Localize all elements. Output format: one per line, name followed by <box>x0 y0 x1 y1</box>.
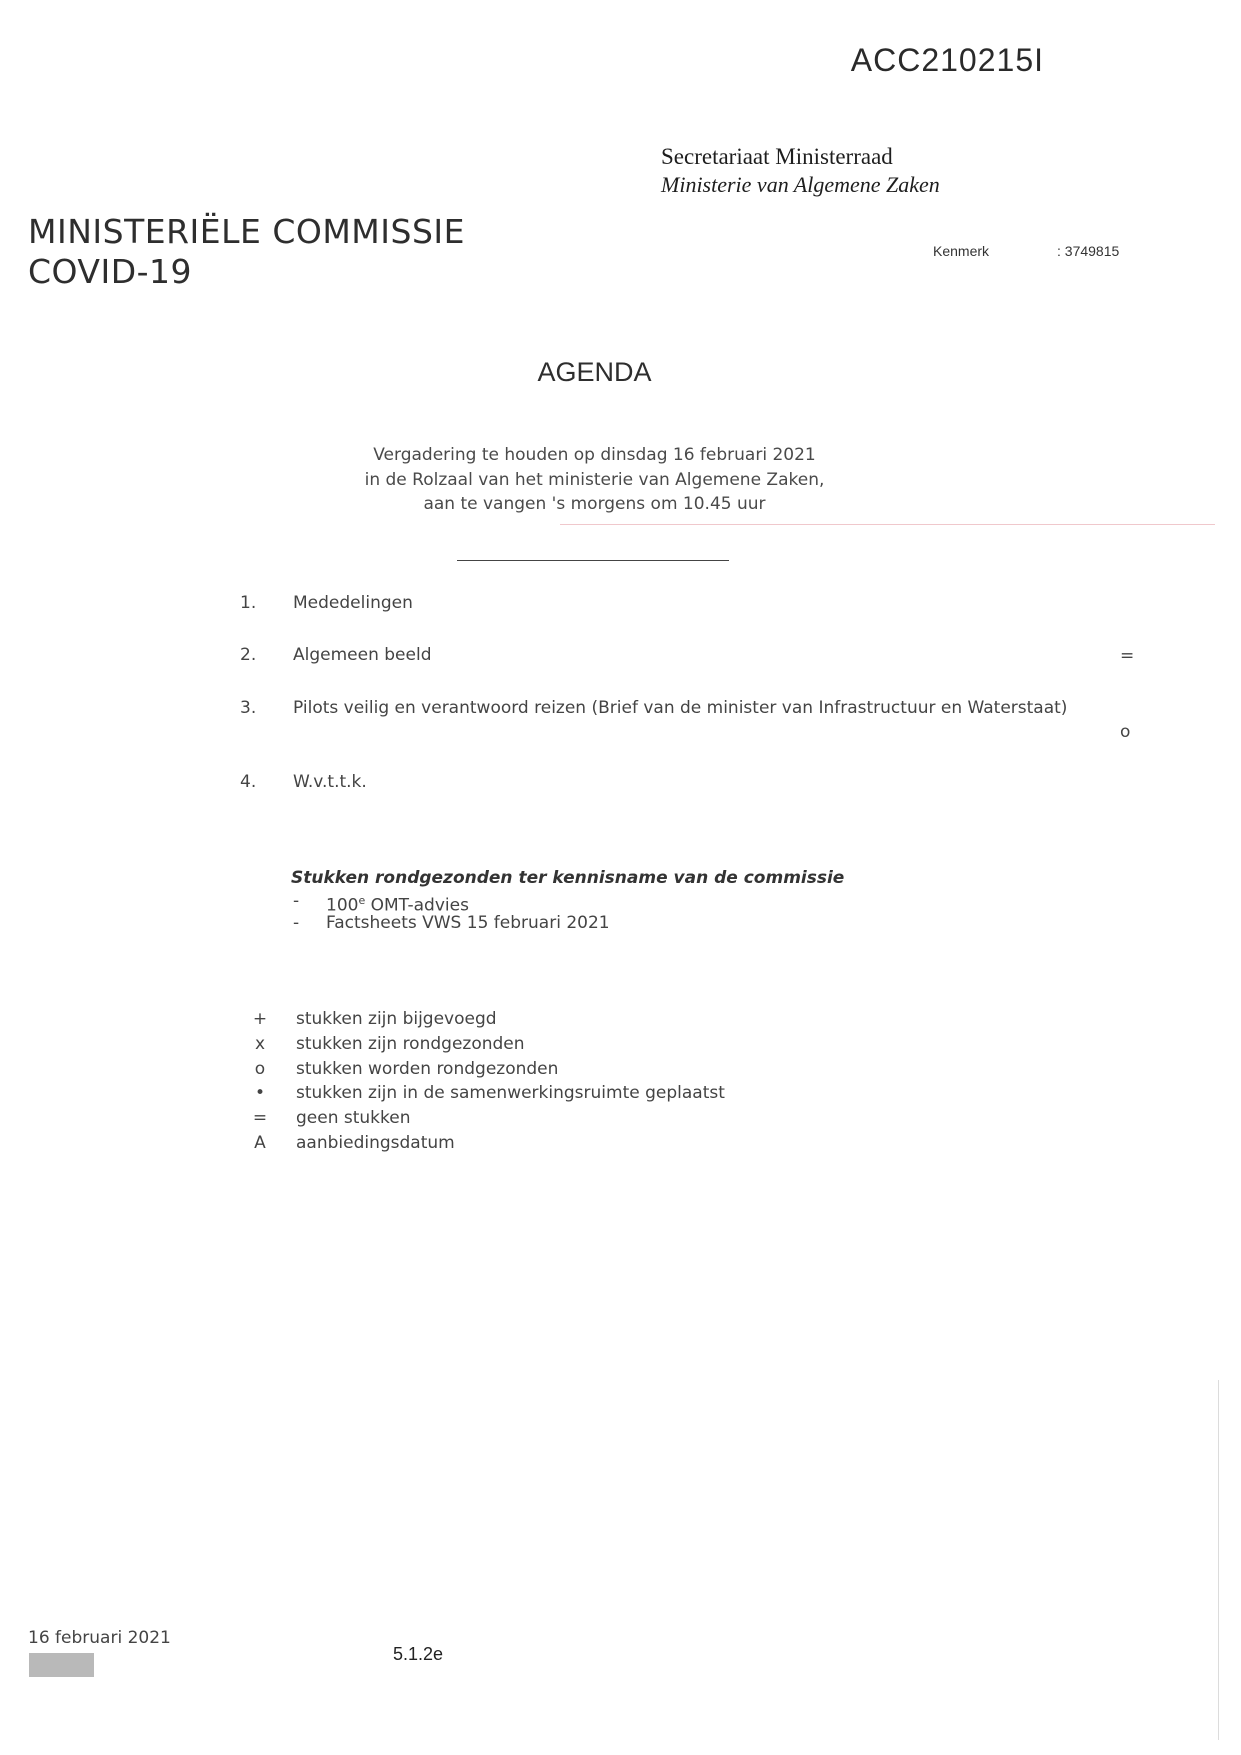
legend-symbol: + <box>252 1009 268 1029</box>
kenmerk <box>933 243 1133 259</box>
legend-symbol: • <box>254 1083 266 1104</box>
legend-text: stukken worden rondgezonden <box>296 1058 559 1079</box>
entry-text: 100e OMT-advies <box>326 893 469 916</box>
circulated-documents-heading: Stukken rondgezonden ter kennisname van de commissie <box>291 868 845 888</box>
legend-row <box>252 1057 852 1082</box>
legend-text: geen stukken <box>296 1108 411 1129</box>
legend-row <box>252 1007 852 1032</box>
agenda-heading: AGENDA <box>537 357 652 387</box>
commission-title-line-2: COVID-19 <box>28 252 193 291</box>
agenda-item-mark: o <box>1120 722 1131 742</box>
meeting-details <box>0 443 1189 517</box>
commission-title <box>28 212 465 292</box>
entry-dash: - <box>293 890 300 911</box>
circulated-document-entry <box>291 912 844 935</box>
sender-line-1: Secretariaat Ministerraad <box>661 144 893 169</box>
agenda-item-number: 3. <box>240 698 257 718</box>
redaction-code: 5.1.2e <box>393 1644 444 1664</box>
circulated-documents <box>291 867 844 935</box>
document-code: ACC210215I <box>850 42 1044 78</box>
circulated-document-entry <box>291 890 844 916</box>
agenda-item-number: 2. <box>240 645 257 665</box>
kenmerk-label: Kenmerk <box>933 243 990 259</box>
legend-symbol: = <box>252 1108 268 1129</box>
agenda-item-number: 1. <box>240 593 257 613</box>
scan-edge-line <box>1218 1380 1219 1740</box>
commission-title-line-1: MINISTERIËLE COMMISSIE <box>28 212 465 251</box>
legend <box>252 1007 852 1156</box>
meeting-line-3: aan te vangen 's morgens om 10.45 uur <box>423 494 766 514</box>
agenda-item-text: Mededelingen <box>293 593 413 613</box>
agenda-item-text: Algemeen beeld <box>293 645 432 665</box>
footer-date: 16 februari 2021 <box>28 1628 171 1648</box>
legend-text: aanbiedingsdatum <box>296 1132 455 1153</box>
legend-text: stukken zijn in de samenwerkingsruimte geplaatst <box>296 1083 725 1104</box>
legend-row <box>252 1131 852 1156</box>
agenda-item-text: W.v.t.t.k. <box>293 772 367 792</box>
agenda-item-number: 4. <box>240 772 257 792</box>
sender-block <box>661 143 940 199</box>
agenda-item-text: Pilots veilig en verantwoord reizen (Brief van de minister van Infrastructuur en Waterstaat) <box>293 698 1068 718</box>
legend-symbol: x <box>254 1033 266 1054</box>
legend-text: stukken zijn rondgezonden <box>296 1033 525 1054</box>
meeting-line-1: Vergadering te houden op dinsdag 16 februari 2021 <box>373 445 816 465</box>
entry-dash: - <box>293 913 300 933</box>
legend-row <box>252 1081 852 1106</box>
scan-artifact-line <box>560 524 1215 525</box>
kenmerk-value: : 3749815 <box>1057 243 1120 259</box>
legend-symbol: A <box>254 1132 266 1153</box>
legend-text: stukken zijn bijgevoegd <box>296 1009 497 1029</box>
separator-rule <box>457 560 729 561</box>
sender-line-2: Ministerie van Algemene Zaken <box>661 172 940 197</box>
legend-symbol: o <box>254 1058 266 1079</box>
meeting-line-2: in de Rolzaal van het ministerie van Algemene Zaken, <box>364 469 825 490</box>
entry-text: Factsheets VWS 15 februari 2021 <box>326 913 610 933</box>
legend-row <box>252 1106 852 1131</box>
redaction-block <box>29 1653 94 1677</box>
agenda-item-mark: = <box>1120 646 1135 666</box>
legend-row <box>252 1032 852 1057</box>
